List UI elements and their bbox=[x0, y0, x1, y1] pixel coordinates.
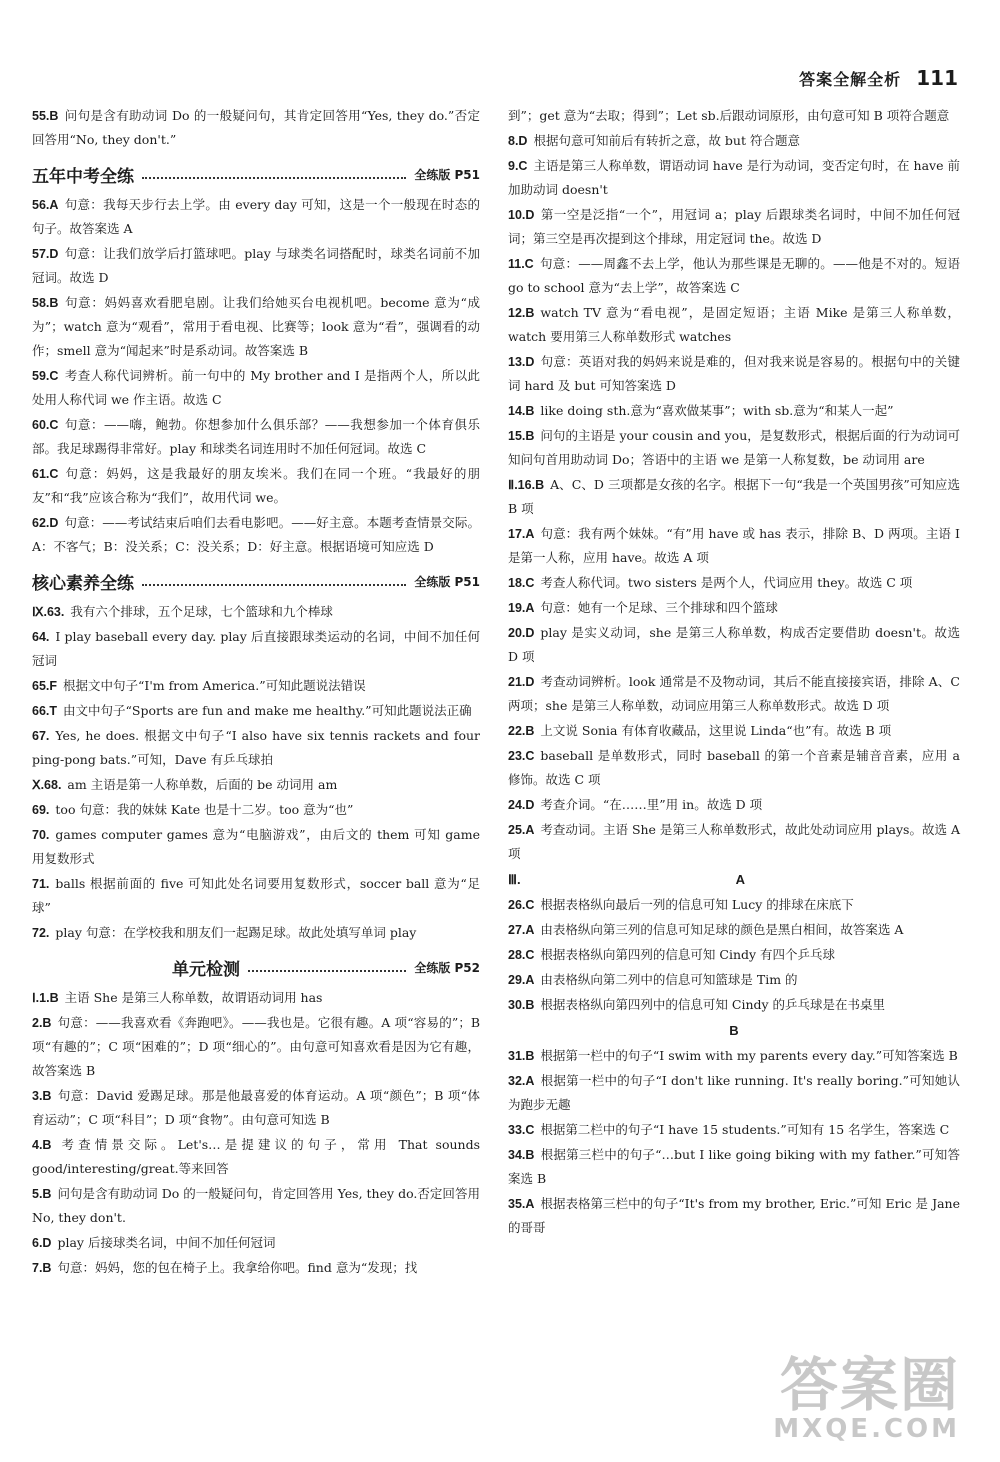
answer-number: 23.C bbox=[508, 749, 535, 763]
answer-number: 13.D bbox=[508, 355, 535, 369]
answer-entry bbox=[508, 252, 960, 300]
watermark-line1: 答案圈 bbox=[779, 1351, 960, 1419]
answer-number: 3.B bbox=[32, 1089, 52, 1103]
answer-number: 66.T bbox=[32, 704, 58, 718]
watermark-logo bbox=[773, 1338, 960, 1444]
section-title: 单元检测 bbox=[172, 960, 240, 980]
answer-number: 21.D bbox=[508, 675, 535, 689]
answer-text: Yes, he does. 根据文中句子“I also have six tennis rackets and four ping-pong bats.”可知，Dave 有乒乓球拍 bbox=[32, 728, 480, 767]
answer-number: 67. bbox=[32, 729, 50, 743]
answer-text: 句意：妈妈，这是我最好的朋友埃米。我们在同一个班。“我最好的朋友”和“我”应该合称为“我们”，故用代词 we。 bbox=[32, 466, 480, 505]
answer-text: 由表格纵向第二列中的信息可知篮球是 Tim 的 bbox=[540, 972, 798, 987]
answer-number: 65.F bbox=[32, 679, 58, 693]
answer-number: 72. bbox=[32, 926, 50, 940]
answer-text: 根据第一栏中的句子“I don't like running. It's really boring.”可知她认为跑步无趣 bbox=[508, 1073, 960, 1112]
answer-text: 上文说 Sonia 有体育收藏品，这里说 Linda“也”有。故选 B 项 bbox=[540, 723, 892, 738]
answer-text: play 句意：在学校我和朋友们一起踢足球。故此处填写单词 play bbox=[55, 925, 417, 940]
answer-text: 根据第一栏中的句子“I swim with my parents every day.”可知答案选 B bbox=[540, 1048, 958, 1063]
answer-number: 31.B bbox=[508, 1049, 535, 1063]
answer-number: 14.B bbox=[508, 404, 535, 418]
answer-text: 句意：英语对我的妈妈来说是难的，但对我来说是容易的。根据句中的关键词 hard 及 but 可知答案选 D bbox=[508, 354, 960, 393]
answer-number: 58.B bbox=[32, 296, 59, 310]
answer-number: 60.C bbox=[32, 418, 59, 432]
answer-entry bbox=[32, 1256, 480, 1280]
answer-entry bbox=[32, 413, 480, 461]
page-number: 111 bbox=[916, 66, 958, 90]
answer-text: 句意：我每天步行去上学。由 every day 可知，这是一个一般现在时态的句子。故答案选 A bbox=[32, 197, 480, 236]
answer-text: 根据表格纵向第四列中的信息可知 Cindy 的乒乓球是在书桌里 bbox=[540, 997, 886, 1012]
answer-number: Ⅱ.16.B bbox=[508, 478, 545, 492]
answer-text: 句意：妈妈喜欢看肥皂剧。让我们给她买台电视机吧。become 意为“成为”；watch 意为“观看”，常用于看电视、比赛等；look 意为“看”，强调看的动作；smell 意为“闻起来”时是系动词。故答案选 B bbox=[32, 295, 480, 358]
answer-text: 根据第二栏中的句子“I have 15 students.”可知有 15 名学生，答案选 C bbox=[540, 1122, 950, 1137]
answer-text: 句意：她有一个足球、三个排球和四个篮球 bbox=[540, 600, 778, 615]
section-page-ref: 全练版 P51 bbox=[414, 168, 480, 182]
answer-entry bbox=[508, 818, 960, 866]
answer-entry bbox=[508, 522, 960, 570]
answer-text: 主语 She 是第三人称单数，故谓语动词用 has bbox=[64, 990, 323, 1005]
answer-entry bbox=[32, 1231, 480, 1255]
answer-text: 句意：David 爱踢足球。那是他最喜爱的体育运动。A 项“颜色”；B 项“体育运动”；C 项“科目”；D 项“食物”。由句意可知选 B bbox=[32, 1088, 480, 1127]
answer-text: 根据第三栏中的句子“…but I like going biking with my father.”可知答案选 B bbox=[508, 1147, 960, 1186]
answer-number: 70. bbox=[32, 828, 50, 842]
answer-text: 根据表格纵向最后一列的信息可知 Lucy 的排球在床底下 bbox=[540, 897, 854, 912]
left-column bbox=[32, 104, 480, 1281]
answer-entry bbox=[508, 424, 960, 472]
answer-number: 30.B bbox=[508, 998, 535, 1012]
answer-text: 第一空是泛指“一个”，用冠词 a；play 后跟球类名词时，中间不加任何冠词；第三空是再次提到这个排球，用定冠词 the。故选 D bbox=[508, 207, 960, 246]
answer-entry bbox=[508, 1044, 960, 1068]
answer-text: baseball 是单数形式，同时 baseball 的第一个音素是辅音音素，应用 a 修饰。故选 C 项 bbox=[508, 748, 960, 787]
answer-entry bbox=[32, 986, 480, 1010]
answer-number: 61.C bbox=[32, 467, 59, 481]
section-heading bbox=[32, 569, 480, 594]
section-title: 核心素养全练 bbox=[32, 574, 134, 594]
answer-number: 19.A bbox=[508, 601, 535, 615]
answer-entry bbox=[508, 399, 960, 423]
answer-entry bbox=[32, 462, 480, 510]
answer-number: 35.A bbox=[508, 1197, 535, 1211]
answer-entry bbox=[508, 203, 960, 251]
answer-number: 2.B bbox=[32, 1016, 52, 1030]
answer-entry bbox=[508, 993, 960, 1017]
answer-entry bbox=[508, 744, 960, 792]
answer-number: 71. bbox=[32, 877, 50, 891]
answer-number: 11.C bbox=[508, 257, 534, 271]
answer-entry bbox=[508, 918, 960, 942]
answer-number: 26.C bbox=[508, 898, 535, 912]
answer-entry bbox=[32, 625, 480, 673]
answer-entry bbox=[508, 1192, 960, 1240]
answer-text: 到”；get 意为“去取；得到”；Let sb.后跟动词原形，由句意可知 B 项符合题意 bbox=[508, 108, 950, 123]
section-heading bbox=[32, 162, 480, 187]
answer-text: balls 根据前面的 five 可知此处名词要用复数形式，soccer ball 意为“足球” bbox=[32, 876, 480, 915]
answer-text: 句意：我有两个妹妹。“有”用 have 或 has 表示，排除 B、D 两项。主语 I 是第一人称，应用 have。故选 A 项 bbox=[508, 526, 960, 565]
answer-text: 句意：——嗨，鲍勃。你想参加什么俱乐部？——我想参加一个体育俱乐部。我足球踢得非常好。play 和球类名词连用时不加任何冠词。故选 C bbox=[32, 417, 480, 456]
answer-number: 33.C bbox=[508, 1123, 535, 1137]
watermark-line2: MXQE.COM bbox=[773, 1414, 960, 1444]
answer-entry bbox=[508, 1069, 960, 1117]
answer-entry bbox=[508, 301, 960, 349]
answer-text: 主语是第三人称单数，谓语动词 have 是行为动词，变否定句时，在 have 前加助动词 doesn't bbox=[508, 158, 960, 197]
answer-entry bbox=[508, 968, 960, 992]
answer-entry bbox=[508, 719, 960, 743]
answer-entry bbox=[32, 1011, 480, 1083]
answer-entry bbox=[32, 1182, 480, 1230]
answer-entry bbox=[32, 823, 480, 871]
answer-text: 考查人称代词辨析。前一句中的 My brother and I 是指两个人，所以此处用人称代词 we 作主语。故选 C bbox=[32, 368, 480, 407]
answer-entry bbox=[508, 1118, 960, 1142]
answer-text: like doing sth.意为“喜欢做某事”；with sb.意为“和某人一起” bbox=[540, 403, 894, 418]
answer-number: 20.D bbox=[508, 626, 535, 640]
answer-text: 考查介词。“在……里”用 in。故选 D 项 bbox=[540, 797, 763, 812]
section-title: 五年中考全练 bbox=[32, 167, 134, 187]
answer-entry bbox=[32, 104, 480, 152]
answer-number: 27.A bbox=[508, 923, 535, 937]
answer-number: 69. bbox=[32, 803, 50, 817]
answer-text: watch TV 意为“看电视”，是固定短语；主语 Mike 是第三人称单数，watch 要用第三人称单数形式 watches bbox=[508, 305, 960, 344]
leader-dots bbox=[248, 970, 406, 972]
answer-entry bbox=[32, 1084, 480, 1132]
answer-text: 由表格纵向第三列的信息可知足球的颜色是黑白相间，故答案选 A bbox=[540, 922, 904, 937]
answer-number: 17.A bbox=[508, 527, 535, 541]
answer-entry bbox=[32, 872, 480, 920]
subsection-label bbox=[508, 1023, 960, 1038]
answer-entry bbox=[508, 793, 960, 817]
answer-number: 9.C bbox=[508, 159, 528, 173]
answer-entry bbox=[32, 511, 480, 559]
answer-entry bbox=[32, 364, 480, 412]
answer-entry bbox=[508, 154, 960, 202]
answer-entry bbox=[32, 773, 480, 797]
right-column bbox=[508, 104, 960, 1241]
answer-text: games computer games 意为“电脑游戏”，由后文的 them 可知 game 用复数形式 bbox=[32, 827, 480, 866]
answer-entry bbox=[32, 242, 480, 290]
answer-number: 32.A bbox=[508, 1074, 535, 1088]
answer-number: 6.D bbox=[32, 1236, 52, 1250]
answer-number: 25.A bbox=[508, 823, 535, 837]
answer-text: 考查动词。主语 She 是第三人称单数形式，故此处动词应用 plays。故选 A 项 bbox=[508, 822, 960, 861]
answer-text: too 句意：我的妹妹 Kate 也是十二岁。too 意为“也” bbox=[55, 802, 354, 817]
answer-text: I play baseball every day. play 后直接跟球类运动的名词，中间不加任何冠词 bbox=[32, 629, 480, 668]
answer-entry bbox=[32, 674, 480, 698]
part-number: Ⅲ. bbox=[508, 872, 521, 887]
answer-entry bbox=[32, 193, 480, 241]
answer-text: 句意：——我喜欢看《奔跑吧》。——我也是。它很有趣。A 项“容易的”；B 项“有趣的”；C 项“困难的”；D 项“细心的”。由句意可知喜欢看是因为它有趣，故答案选 B bbox=[32, 1015, 480, 1078]
answer-number: 24.D bbox=[508, 798, 535, 812]
answer-number: Ⅰ.1.B bbox=[32, 991, 59, 1005]
answer-entry bbox=[32, 921, 480, 945]
answer-number: 5.B bbox=[32, 1187, 52, 1201]
subsection-letter: B bbox=[729, 1023, 739, 1038]
answer-entry bbox=[508, 104, 960, 128]
answer-entry bbox=[32, 724, 480, 772]
answer-number: 55.B bbox=[32, 109, 59, 123]
answer-text: 问句的主语是 your cousin and you，是复数形式，根据后面的行为动词可知问句首用助动词 Do；答语中的主语 we 是第一人称复数，be 动词用 are bbox=[508, 428, 960, 467]
answer-text: 问句是含有助动词 Do 的一般疑问句，肯定回答用 Yes, they do.否定回答用 No, they don't. bbox=[32, 1186, 480, 1225]
answer-number: 59.C bbox=[32, 369, 59, 383]
answer-text: play 是实义动词，she 是第三人称单数，构成否定要借助 doesn't。故选 D 项 bbox=[508, 625, 960, 664]
answer-number: 57.D bbox=[32, 247, 59, 261]
subsection-label bbox=[508, 872, 960, 887]
section-heading bbox=[32, 955, 480, 980]
answer-number: 18.C bbox=[508, 576, 535, 590]
answer-text: 句意：妈妈，您的包在椅子上。我拿给你吧。find 意为“发现；找 bbox=[57, 1260, 418, 1275]
answer-text: 根据表格第三栏中的句子“It's from my brother, Eric.”可知 Eric 是 Jane 的哥哥 bbox=[508, 1196, 960, 1235]
subsection-letter: A bbox=[735, 872, 745, 887]
answer-text: 根据句意可知前后有转折之意，故 but 符合题意 bbox=[533, 133, 800, 148]
answer-text: 句意：让我们放学后打篮球吧。play 与球类名词搭配时，球类名词前不加冠词。故选 D bbox=[32, 246, 480, 285]
answer-number: 8.D bbox=[508, 134, 528, 148]
answer-entry bbox=[32, 291, 480, 363]
answer-entry bbox=[508, 596, 960, 620]
answer-text: 考查情景交际。Let's…是提建议的句子，常用 That sounds good/interesting/great.等来回答 bbox=[32, 1137, 480, 1176]
answer-entry bbox=[508, 621, 960, 669]
page-header bbox=[799, 66, 958, 90]
answer-text: 根据表格纵向第四列的信息可知 Cindy 有四个乒乓球 bbox=[540, 947, 836, 962]
answer-text: 我有六个排球，五个足球，七个篮球和九个棒球 bbox=[70, 604, 333, 619]
answer-entry bbox=[508, 670, 960, 718]
answer-entry bbox=[508, 571, 960, 595]
answer-entry bbox=[508, 350, 960, 398]
answer-number: 12.B bbox=[508, 306, 535, 320]
leader-dots bbox=[142, 177, 406, 179]
answer-entry bbox=[508, 473, 960, 521]
answer-number: 10.D bbox=[508, 208, 535, 222]
answer-number: 62.D bbox=[32, 516, 59, 530]
answer-number: 29.A bbox=[508, 973, 535, 987]
answer-entry bbox=[32, 1133, 480, 1181]
section-page-ref: 全练版 P51 bbox=[414, 575, 480, 589]
header-title: 答案全解全析 bbox=[799, 70, 902, 89]
answer-text: 句意：——考试结束后咱们去看电影吧。——好主意。本题考查情景交际。A：不客气；B：没关系；C：没关系；D：好主意。根据语境可知应选 D bbox=[32, 515, 480, 554]
answer-text: play 后接球类名词，中间不加任何冠词 bbox=[57, 1235, 276, 1250]
answer-number: 22.B bbox=[508, 724, 535, 738]
answer-entry bbox=[508, 129, 960, 153]
answer-number: Ⅹ.68. bbox=[32, 778, 62, 792]
answer-entry bbox=[508, 943, 960, 967]
answer-entry bbox=[32, 699, 480, 723]
answer-entry bbox=[32, 798, 480, 822]
answer-number: Ⅸ.63. bbox=[32, 605, 65, 619]
answer-text: am 主语是第一人称单数，后面的 be 动词用 am bbox=[67, 777, 338, 792]
answer-number: 7.B bbox=[32, 1261, 52, 1275]
answer-entry bbox=[508, 1143, 960, 1191]
answer-text: 考查人称代词。two sisters 是两个人，代词应用 they。故选 C 项 bbox=[540, 575, 913, 590]
section-page-ref: 全练版 P52 bbox=[414, 961, 480, 975]
answer-number: 4.B bbox=[32, 1138, 52, 1152]
answer-number: 56.A bbox=[32, 198, 59, 212]
answer-entry bbox=[32, 600, 480, 624]
answer-number: 64. bbox=[32, 630, 50, 644]
answer-number: 28.C bbox=[508, 948, 535, 962]
answer-text: 句意：——周鑫不去上学，他认为那些课是无聊的。——他是不对的。短语 go to school 意为“去上学”，故答案选 C bbox=[508, 256, 960, 295]
answer-text: 由文中句子“Sports are fun and make me healthy.”可知此题说法正确 bbox=[63, 703, 472, 718]
answer-number: 15.B bbox=[508, 429, 535, 443]
answer-text: 考查动词辨析。look 通常是不及物动词，其后不能直接接宾语，排除 A、C 两项；she 是第三人称单数，动词应用第三人称单数形式。故选 D 项 bbox=[508, 674, 960, 713]
answer-text: 根据文中句子“I'm from America.”可知此题说法错误 bbox=[63, 678, 366, 693]
answer-text: A、C、D 三项都是女孩的名字。根据下一句“我是一个英国男孩”可知应选 B 项 bbox=[508, 477, 960, 516]
answer-entry bbox=[508, 893, 960, 917]
leader-dots bbox=[142, 584, 406, 586]
answer-text: 问句是含有助动词 Do 的一般疑问句，其肯定回答用“Yes, they do.”否定回答用“No, they don't.” bbox=[32, 108, 480, 147]
answer-number: 34.B bbox=[508, 1148, 535, 1162]
